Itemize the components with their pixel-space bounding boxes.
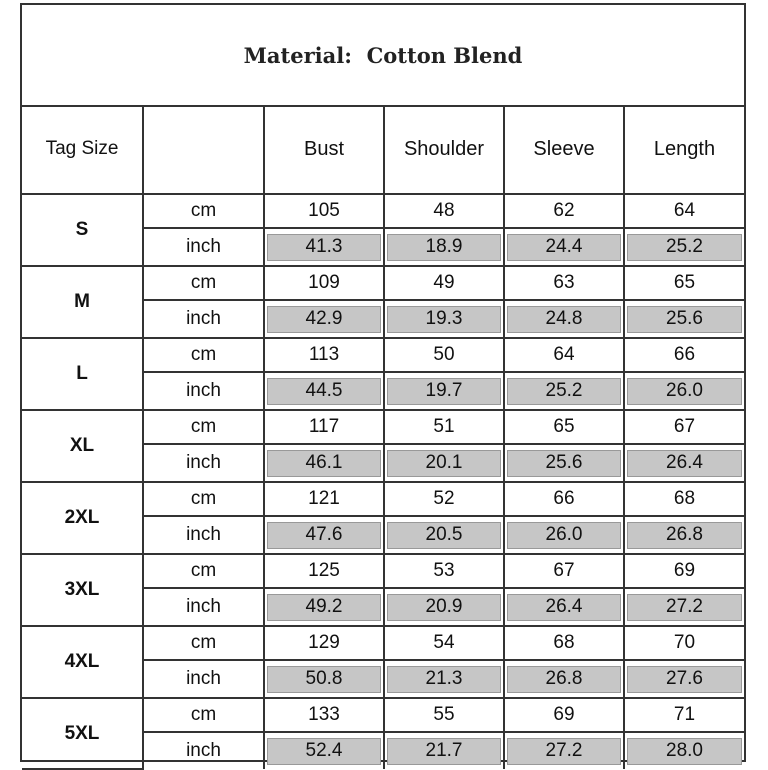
material-label: Material: bbox=[243, 42, 352, 68]
sleeve-cm-value: 67 bbox=[504, 554, 624, 588]
size-row-cm bbox=[22, 482, 744, 516]
shoulder-inch-value: 19.3 bbox=[387, 306, 501, 333]
length-inch-cell bbox=[624, 300, 744, 338]
bust-inch-value: 49.2 bbox=[267, 594, 381, 621]
sleeve-cm-value: 63 bbox=[504, 266, 624, 300]
bust-inch-cell bbox=[264, 588, 384, 626]
bust-inch-value: 52.4 bbox=[267, 738, 381, 765]
sleeve-inch-cell bbox=[504, 732, 624, 769]
shoulder-cm-value: 50 bbox=[384, 338, 504, 372]
unit-inch-cell: inch bbox=[143, 516, 264, 554]
shoulder-inch-cell bbox=[384, 228, 504, 266]
sleeve-inch-value: 25.2 bbox=[507, 378, 621, 405]
sleeve-cm-value: 69 bbox=[504, 698, 624, 732]
size-row-cm bbox=[22, 698, 744, 732]
tag-size-cell: 2XL bbox=[22, 482, 143, 554]
header-row bbox=[22, 105, 744, 194]
length-inch-value: 28.0 bbox=[627, 738, 742, 765]
length-inch-cell bbox=[624, 516, 744, 554]
size-table bbox=[22, 105, 744, 770]
sleeve-inch-cell bbox=[504, 516, 624, 554]
length-inch-value: 27.2 bbox=[627, 594, 742, 621]
bust-inch-cell bbox=[264, 516, 384, 554]
length-inch-cell bbox=[624, 228, 744, 266]
sleeve-inch-value: 24.8 bbox=[507, 306, 621, 333]
shoulder-inch-cell bbox=[384, 372, 504, 410]
sleeve-inch-cell bbox=[504, 660, 624, 698]
bust-inch-value: 44.5 bbox=[267, 378, 381, 405]
bust-cm-value: 117 bbox=[264, 410, 384, 444]
sleeve-inch-value: 26.4 bbox=[507, 594, 621, 621]
bust-inch-value: 47.6 bbox=[267, 522, 381, 549]
unit-cm-cell: cm bbox=[143, 698, 264, 732]
bust-inch-cell bbox=[264, 660, 384, 698]
bust-inch-value: 41.3 bbox=[267, 234, 381, 261]
size-row-cm bbox=[22, 266, 744, 300]
sleeve-inch-value: 27.2 bbox=[507, 738, 621, 765]
unit-cm-cell: cm bbox=[143, 410, 264, 444]
header-bust: Bust bbox=[264, 105, 384, 194]
sleeve-cm-value: 68 bbox=[504, 626, 624, 660]
sleeve-inch-cell bbox=[504, 444, 624, 482]
shoulder-cm-value: 54 bbox=[384, 626, 504, 660]
header-length: Length bbox=[624, 105, 744, 194]
length-inch-value: 25.6 bbox=[627, 306, 742, 333]
length-inch-cell bbox=[624, 732, 744, 769]
length-inch-value: 27.6 bbox=[627, 666, 742, 693]
size-row-cm bbox=[22, 194, 744, 228]
shoulder-cm-value: 55 bbox=[384, 698, 504, 732]
length-inch-cell bbox=[624, 588, 744, 626]
bust-cm-value: 129 bbox=[264, 626, 384, 660]
material-title bbox=[22, 5, 744, 107]
tag-size-cell: XL bbox=[22, 410, 143, 482]
shoulder-inch-value: 20.9 bbox=[387, 594, 501, 621]
shoulder-inch-cell bbox=[384, 660, 504, 698]
sleeve-inch-cell bbox=[504, 300, 624, 338]
bust-cm-value: 109 bbox=[264, 266, 384, 300]
material-value: Cotton Blend bbox=[366, 42, 523, 68]
shoulder-inch-value: 19.7 bbox=[387, 378, 501, 405]
unit-cm-cell: cm bbox=[143, 554, 264, 588]
unit-cm-cell: cm bbox=[143, 266, 264, 300]
tag-size-cell: S bbox=[22, 194, 143, 266]
size-row-cm bbox=[22, 554, 744, 588]
sleeve-inch-value: 25.6 bbox=[507, 450, 621, 477]
bust-cm-value: 105 bbox=[264, 194, 384, 228]
tag-size-cell: M bbox=[22, 266, 143, 338]
unit-inch-cell: inch bbox=[143, 444, 264, 482]
bust-inch-cell bbox=[264, 444, 384, 482]
bust-inch-value: 46.1 bbox=[267, 450, 381, 477]
length-cm-value: 65 bbox=[624, 266, 744, 300]
tag-size-cell: 3XL bbox=[22, 554, 143, 626]
shoulder-cm-value: 48 bbox=[384, 194, 504, 228]
bust-cm-value: 133 bbox=[264, 698, 384, 732]
sleeve-inch-value: 26.0 bbox=[507, 522, 621, 549]
bust-inch-cell bbox=[264, 372, 384, 410]
header-shoulder: Shoulder bbox=[384, 105, 504, 194]
length-inch-value: 26.0 bbox=[627, 378, 742, 405]
unit-inch-cell: inch bbox=[143, 732, 264, 769]
shoulder-inch-cell bbox=[384, 516, 504, 554]
sleeve-cm-value: 64 bbox=[504, 338, 624, 372]
shoulder-inch-cell bbox=[384, 300, 504, 338]
bust-inch-cell bbox=[264, 300, 384, 338]
length-inch-value: 26.4 bbox=[627, 450, 742, 477]
length-inch-cell bbox=[624, 660, 744, 698]
unit-inch-cell: inch bbox=[143, 228, 264, 266]
unit-inch-cell: inch bbox=[143, 372, 264, 410]
tag-size-cell: L bbox=[22, 338, 143, 410]
shoulder-inch-cell bbox=[384, 732, 504, 769]
unit-inch-cell: inch bbox=[143, 588, 264, 626]
tag-size-cell: 5XL bbox=[22, 698, 143, 769]
shoulder-cm-value: 53 bbox=[384, 554, 504, 588]
shoulder-inch-cell bbox=[384, 588, 504, 626]
header-sleeve: Sleeve bbox=[504, 105, 624, 194]
unit-cm-cell: cm bbox=[143, 194, 264, 228]
shoulder-inch-value: 21.3 bbox=[387, 666, 501, 693]
tag-size-cell: 4XL bbox=[22, 626, 143, 698]
header-tag-size: Tag Size bbox=[22, 105, 143, 194]
shoulder-cm-value: 52 bbox=[384, 482, 504, 516]
length-cm-value: 66 bbox=[624, 338, 744, 372]
unit-cm-cell: cm bbox=[143, 482, 264, 516]
size-chart bbox=[20, 3, 746, 762]
shoulder-inch-cell bbox=[384, 444, 504, 482]
bust-cm-value: 125 bbox=[264, 554, 384, 588]
shoulder-cm-value: 49 bbox=[384, 266, 504, 300]
shoulder-inch-value: 20.5 bbox=[387, 522, 501, 549]
bust-inch-value: 42.9 bbox=[267, 306, 381, 333]
length-cm-value: 69 bbox=[624, 554, 744, 588]
bust-cm-value: 113 bbox=[264, 338, 384, 372]
length-inch-value: 25.2 bbox=[627, 234, 742, 261]
unit-inch-cell: inch bbox=[143, 300, 264, 338]
sleeve-cm-value: 66 bbox=[504, 482, 624, 516]
bust-inch-value: 50.8 bbox=[267, 666, 381, 693]
bust-inch-cell bbox=[264, 732, 384, 769]
length-cm-value: 64 bbox=[624, 194, 744, 228]
length-cm-value: 70 bbox=[624, 626, 744, 660]
length-cm-value: 71 bbox=[624, 698, 744, 732]
size-row-cm bbox=[22, 338, 744, 372]
sleeve-cm-value: 65 bbox=[504, 410, 624, 444]
unit-cm-cell: cm bbox=[143, 338, 264, 372]
sleeve-inch-cell bbox=[504, 588, 624, 626]
bust-cm-value: 121 bbox=[264, 482, 384, 516]
sleeve-inch-value: 24.4 bbox=[507, 234, 621, 261]
length-inch-value: 26.8 bbox=[627, 522, 742, 549]
shoulder-inch-value: 21.7 bbox=[387, 738, 501, 765]
unit-cm-cell: cm bbox=[143, 626, 264, 660]
size-row-cm bbox=[22, 410, 744, 444]
length-cm-value: 67 bbox=[624, 410, 744, 444]
shoulder-cm-value: 51 bbox=[384, 410, 504, 444]
unit-inch-cell: inch bbox=[143, 660, 264, 698]
shoulder-inch-value: 18.9 bbox=[387, 234, 501, 261]
size-row-cm bbox=[22, 626, 744, 660]
sleeve-inch-value: 26.8 bbox=[507, 666, 621, 693]
bust-inch-cell bbox=[264, 228, 384, 266]
sleeve-inch-cell bbox=[504, 372, 624, 410]
header-unit bbox=[143, 105, 264, 194]
length-inch-cell bbox=[624, 372, 744, 410]
sleeve-cm-value: 62 bbox=[504, 194, 624, 228]
sleeve-inch-cell bbox=[504, 228, 624, 266]
shoulder-inch-value: 20.1 bbox=[387, 450, 501, 477]
length-inch-cell bbox=[624, 444, 744, 482]
length-cm-value: 68 bbox=[624, 482, 744, 516]
